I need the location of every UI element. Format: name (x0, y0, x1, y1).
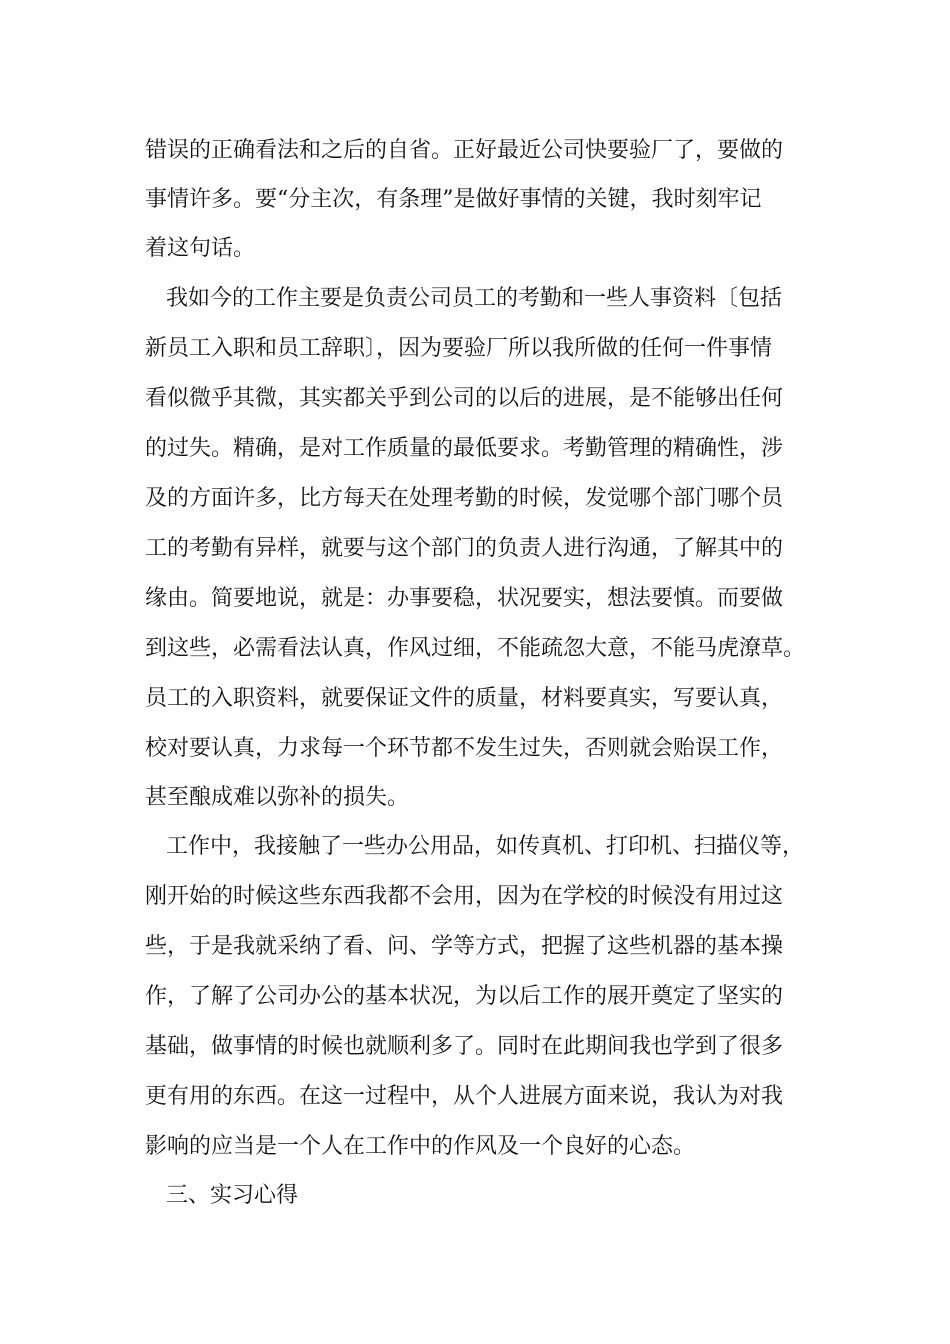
paragraph-line: 工的考勤有异样，就要与这个部门的负责人进行沟通，了解其中的 (145, 536, 784, 561)
paragraph-line: 看似微乎其微，其实都关乎到公司的以后的进展，是不能够出任何 (145, 386, 784, 411)
paragraph-line: 新员工入职和员工辞职〕，因为要验厂所以我所做的任何一件事情 (145, 336, 773, 361)
paragraph-line: 到这些，必需看法认真，作风过细，不能疏忽大意，不能马虎潦草。 (145, 636, 806, 661)
paragraph-line: 事情许多。要“分主次，有条理”是做好事情的关键，我时刻牢记 (145, 187, 762, 212)
paragraph-line: 些，于是我就采纳了看、问、学等方式，把握了这些机器的基本操 (145, 934, 784, 959)
paragraph-line: 影响的应当是一个人在工作中的作风及一个良好的心态。 (145, 1134, 696, 1159)
paragraph-line: 及的方面许多，比方每天在处理考勤的时候，发觉哪个部门哪个员 (145, 486, 784, 511)
paragraph-line: 的过失。精确，是对工作质量的最低要求。考勤管理的精确性，涉 (145, 436, 784, 461)
paragraph-line: 工作中，我接触了一些办公用品，如传真机、打印机、扫描仪等， (166, 834, 805, 859)
paragraph-line: 我如今的工作主要是负责公司员工的考勤和一些人事资料〔包括 (166, 286, 783, 311)
paragraph-line: 员工的入职资料，就要保证文件的质量，材料要真实，写要认真， (145, 686, 784, 711)
paragraph-line: 作，了解了公司办公的基本状况，为以后工作的展开奠定了坚实的 (145, 984, 784, 1009)
paragraph-line: 缘由。简要地说，就是：办事要稳，状况要实，想法要慎。而要做 (145, 586, 784, 611)
paragraph-line: 错误的正确看法和之后的自省。正好最近公司快要验厂了，要做的 (145, 138, 784, 163)
paragraph-line: 基础，做事情的时候也就顺利多了。同时在此期间我也学到了很多 (145, 1034, 784, 1059)
paragraph-line: 校对要认真，力求每一个环节都不发生过失，否则就会贻误工作， (145, 736, 784, 761)
section-heading: 三、实习心得 (166, 1183, 299, 1208)
paragraph-line: 更有用的东西。在这一过程中，从个人进展方面来说，我认为对我 (145, 1084, 784, 1109)
paragraph-line: 着这句话。 (145, 236, 256, 261)
paragraph-line: 甚至酿成难以弥补的损失。 (145, 785, 410, 810)
paragraph-line: 刚开始的时候这些东西我都不会用，因为在学校的时候没有用过这 (145, 884, 784, 909)
